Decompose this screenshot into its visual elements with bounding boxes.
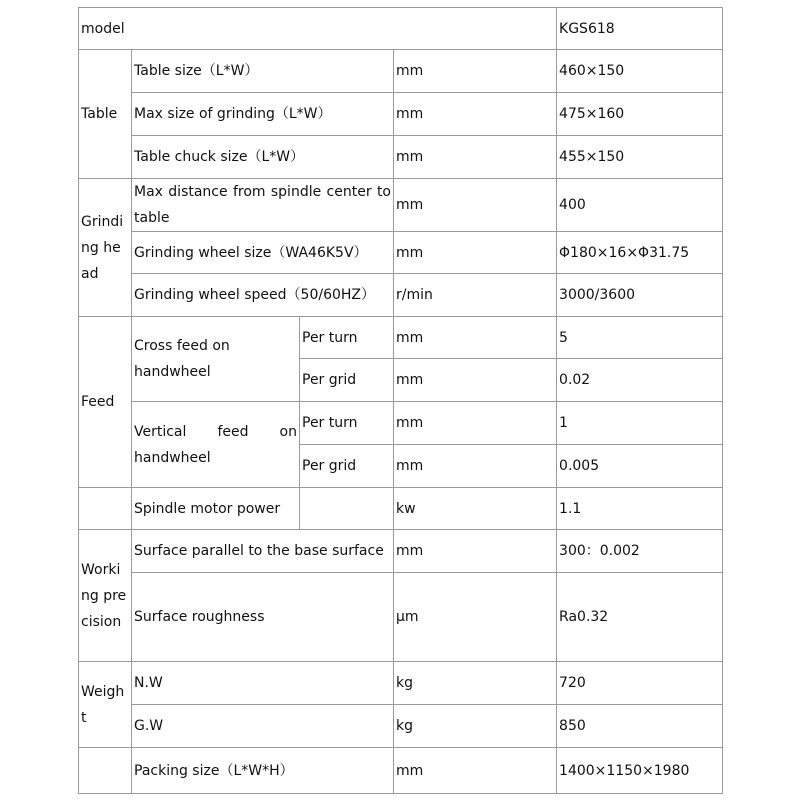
cross-feed-per-grid-value: 0.02 bbox=[557, 359, 723, 402]
table-size-value: 460×150 bbox=[557, 50, 723, 93]
vertical-feed-per-turn-label: Per turn bbox=[300, 402, 394, 445]
group-feed-label: Feed bbox=[79, 317, 132, 488]
model-row bbox=[79, 8, 723, 50]
packing-label: Packing size（L*W*H） bbox=[132, 748, 394, 794]
gw-value: 850 bbox=[557, 705, 723, 748]
model-value: KGS618 bbox=[557, 8, 723, 50]
table-row bbox=[79, 748, 723, 794]
spindle-motor-value: 1.1 bbox=[557, 488, 723, 530]
wheel-size-label: Grinding wheel size（WA46K5V） bbox=[132, 232, 394, 274]
table-row bbox=[79, 402, 723, 445]
chuck-size-value: 455×150 bbox=[557, 136, 723, 179]
vertical-feed-per-grid-value: 0.005 bbox=[557, 445, 723, 488]
vertical-feed-per-grid-label: Per grid bbox=[300, 445, 394, 488]
spindle-motor-unit: kw bbox=[394, 488, 557, 530]
max-grinding-value: 475×160 bbox=[557, 93, 723, 136]
wheel-speed-value: 3000/3600 bbox=[557, 274, 723, 317]
max-grinding-label: Max size of grinding（L*W） bbox=[132, 93, 394, 136]
roughness-unit: μm bbox=[394, 573, 557, 662]
cross-feed-label: Cross feed on handwheel bbox=[132, 317, 300, 402]
vertical-feed-per-turn-value: 1 bbox=[557, 402, 723, 445]
model-label: model bbox=[79, 8, 557, 50]
gw-label: G.W bbox=[132, 705, 394, 748]
table-row bbox=[79, 232, 723, 274]
cross-feed-per-turn-label: Per turn bbox=[300, 317, 394, 359]
spindle-distance-value: 400 bbox=[557, 179, 723, 232]
max-grinding-unit: mm bbox=[394, 93, 557, 136]
table-row bbox=[79, 179, 723, 232]
group-weight-label: Weight bbox=[79, 662, 132, 748]
vertical-feed-per-turn-unit: mm bbox=[394, 402, 557, 445]
parallel-value: 300：0.002 bbox=[557, 530, 723, 573]
table-size-unit: mm bbox=[394, 50, 557, 93]
nw-value: 720 bbox=[557, 662, 723, 705]
table-row bbox=[79, 317, 723, 359]
spindle-distance-label: Max distance from spindle center to table bbox=[132, 179, 394, 232]
table-row bbox=[79, 274, 723, 317]
parallel-unit: mm bbox=[394, 530, 557, 573]
gw-unit: kg bbox=[394, 705, 557, 748]
cross-feed-per-grid-unit: mm bbox=[394, 359, 557, 402]
table-row bbox=[79, 662, 723, 705]
parallel-label: Surface parallel to the base surface bbox=[132, 530, 394, 573]
table-row bbox=[79, 93, 723, 136]
wheel-speed-unit: r/min bbox=[394, 274, 557, 317]
group-working-precision-label: Working precision bbox=[79, 530, 132, 662]
spindle-distance-unit: mm bbox=[394, 179, 557, 232]
wheel-size-value: Φ180×16×Φ31.75 bbox=[557, 232, 723, 274]
vertical-feed-per-grid-unit: mm bbox=[394, 445, 557, 488]
spec-table bbox=[78, 7, 723, 794]
packing-value: 1400×1150×1980 bbox=[557, 748, 723, 794]
spindle-motor-empty-cell bbox=[300, 488, 394, 530]
spindle-motor-label: Spindle motor power bbox=[132, 488, 300, 530]
packing-unit: mm bbox=[394, 748, 557, 794]
group-grinding-head-label: Grinding head bbox=[79, 179, 132, 317]
table-row bbox=[79, 136, 723, 179]
group-table-label: Table bbox=[79, 50, 132, 179]
packing-group-cell bbox=[79, 748, 132, 794]
table-row bbox=[79, 530, 723, 573]
wheel-speed-label: Grinding wheel speed（50/60HZ） bbox=[132, 274, 394, 317]
table-row bbox=[79, 488, 723, 530]
cross-feed-per-turn-value: 5 bbox=[557, 317, 723, 359]
table-size-label: Table size（L*W） bbox=[132, 50, 394, 93]
wheel-size-unit: mm bbox=[394, 232, 557, 274]
vertical-feed-label: Vertical feed on handwheel bbox=[132, 402, 300, 488]
roughness-value: Ra0.32 bbox=[557, 573, 723, 662]
cross-feed-per-grid-label: Per grid bbox=[300, 359, 394, 402]
table-row bbox=[79, 705, 723, 748]
table-row bbox=[79, 50, 723, 93]
roughness-label: Surface roughness bbox=[132, 573, 394, 662]
chuck-size-label: Table chuck size（L*W） bbox=[132, 136, 394, 179]
spindle-motor-group-cell bbox=[79, 488, 132, 530]
cross-feed-per-turn-unit: mm bbox=[394, 317, 557, 359]
table-row bbox=[79, 573, 723, 662]
nw-unit: kg bbox=[394, 662, 557, 705]
nw-label: N.W bbox=[132, 662, 394, 705]
chuck-size-unit: mm bbox=[394, 136, 557, 179]
